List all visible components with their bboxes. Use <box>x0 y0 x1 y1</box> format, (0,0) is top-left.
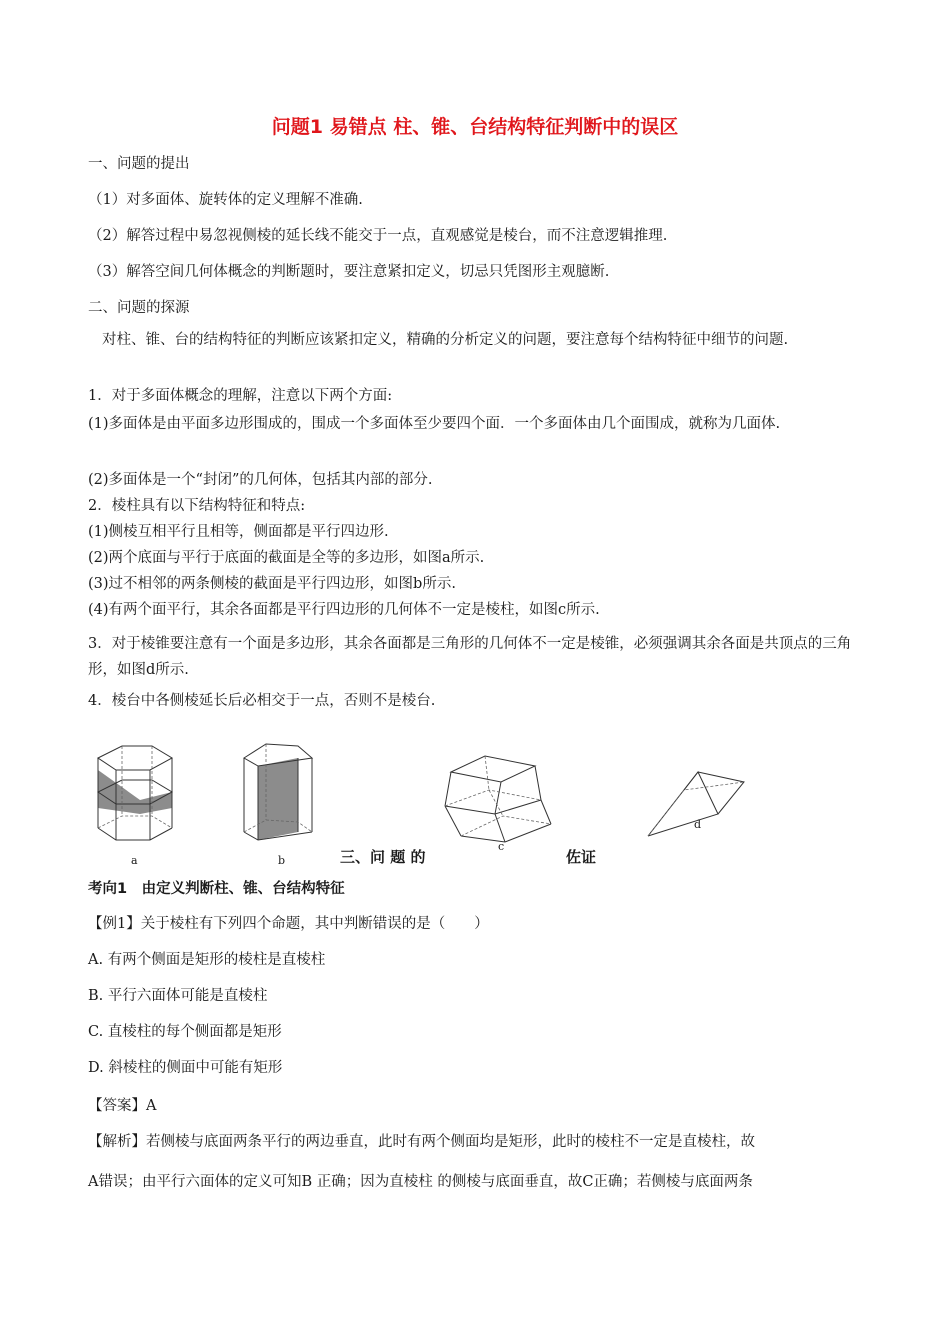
page-title: 问题1 易错点 柱、锥、台结构特征判断中的误区 <box>271 116 679 138</box>
section-1-heading: 一、问题的提出 <box>88 156 190 172</box>
section-3-heading-right: 佐证 <box>566 848 597 866</box>
point-2a: (1)侧棱互相平行且相等，侧面都是平行四边形. <box>88 524 389 540</box>
figure-b-caption: b <box>278 854 286 867</box>
point-4: 4．棱台中各侧棱延长后必相交于一点，否则不是棱台. <box>88 693 436 709</box>
figure-c-non-prism-solid <box>443 750 555 846</box>
section-2-heading: 二、问题的探源 <box>88 300 190 316</box>
list-item: （1）对多面体、旋转体的定义理解不准确. <box>88 192 363 208</box>
option-a: A. 有两个侧面是矩形的棱柱是直棱柱 <box>88 952 326 968</box>
figure-a-hexagonal-prism <box>92 740 178 852</box>
list-item: （2）解答过程中易忽视侧棱的延长线不能交于一点，直观感觉是棱台，而不注意逻辑推理. <box>88 228 668 244</box>
answer-line: 【答案】A <box>88 1098 157 1114</box>
point-2d: (4)有两个面平行，其余各面都是平行四边形的几何体不一定是棱柱，如图c所示. <box>88 602 600 618</box>
point-2: 2．棱柱具有以下结构特征和特点: <box>88 498 306 514</box>
section-3-heading-left: 三、问 题 的 <box>340 848 426 866</box>
option-b: B. 平行六面体可能是直棱柱 <box>88 988 268 1004</box>
figure-a-caption: a <box>131 854 138 867</box>
example-stem: 【例1】关于棱柱有下列四个命题，其中判断错误的是（ ） <box>88 916 489 932</box>
figure-c-caption: c <box>498 840 505 853</box>
list-item: （3）解答空间几何体概念的判断题时，要注意紧扣定义，切忌只凭图形主观臆断. <box>88 264 610 280</box>
figure-d-caption: d <box>694 818 702 831</box>
kaoxiang-heading: 考向1 由定义判断柱、锥、台结构特征 <box>88 881 345 897</box>
point-3: 3．对于棱锥要注意有一个面是多边形，其余各面都是三角形的几何体不一定是棱锥，必须强调其余各面是共顶点的三角形，如图d所示. <box>88 636 852 678</box>
section-2-intro: 对柱、锥、台的结构特征的判断应该紧扣定义，精确的分析定义的问题，要注意每个结构特征中细节的问题. <box>102 332 789 348</box>
point-2c: (3)过不相邻的两条侧棱的截面是平行四边形，如图b所示. <box>88 576 456 592</box>
analysis-line-2: A错误；由平行六面体的定义可知B 正确；因为直棱柱 的侧棱与底面垂直，故C正确；若侧棱与底面两条 <box>88 1174 753 1190</box>
option-c: C. 直棱柱的每个侧面都是矩形 <box>88 1024 282 1040</box>
point-1: 1．对于多面体概念的理解，注意以下两个方面: <box>88 388 393 404</box>
analysis-line-1: 【解析】若侧棱与底面两条平行的两边垂直，此时有两个侧面均是矩形，此时的棱柱不一定是直棱柱，故 <box>88 1134 755 1150</box>
point-1a: (1)多面体是由平面多边形围成的，围成一个多面体至少要四个面．一个多面体由几个面围成，就称为几面体. <box>88 416 781 432</box>
figure-b-pentagonal-prism <box>240 740 320 852</box>
point-2b: (2)两个底面与平行于底面的截面是全等的多边形，如图a所示. <box>88 550 485 566</box>
point-1b: (2)多面体是一个“封闭”的几何体，包括其内部的部分. <box>88 472 433 488</box>
option-d: D. 斜棱柱的侧面中可能有矩形 <box>88 1060 283 1076</box>
